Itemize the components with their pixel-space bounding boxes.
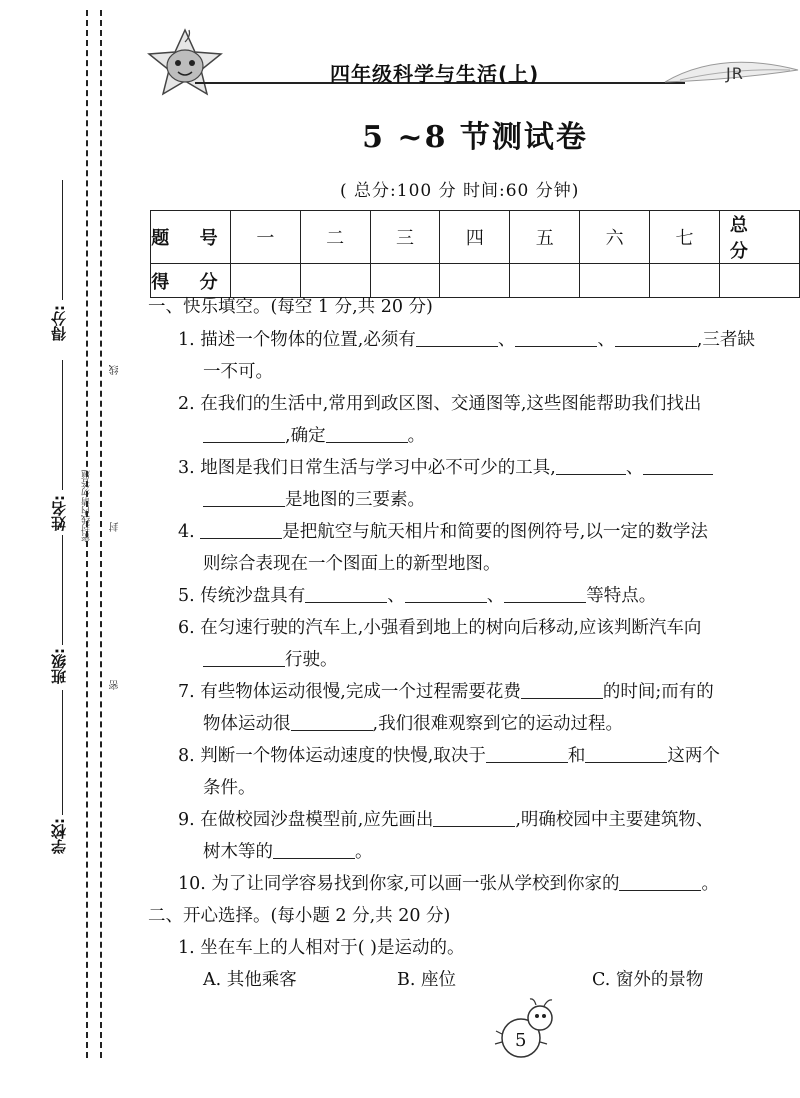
class-field-label: 班级:: [50, 648, 68, 684]
choice-option-c[interactable]: C. 窗外的景物: [592, 970, 704, 990]
name-field-line[interactable]: [62, 360, 63, 490]
school-field-line[interactable]: [62, 690, 63, 815]
question-text: 8. 判断一个物体运动速度的快慢,取决于: [178, 746, 486, 766]
choice-question-1: 1. 坐在车上的人相对于( )是运动的。: [178, 938, 465, 958]
question-8: [178, 742, 720, 767]
question-8-cont: 条件。: [203, 778, 256, 798]
answer-blank[interactable]: [203, 649, 285, 668]
answer-blank[interactable]: [619, 873, 701, 892]
section-2-title: 二、开心选择。: [148, 906, 271, 926]
answer-blank[interactable]: [585, 745, 667, 764]
question-text: 行驶。: [285, 650, 338, 670]
score-field-line[interactable]: [62, 180, 63, 300]
question-3: [178, 454, 713, 479]
question-4-cont: 则综合表现在一个图面上的新型地图。: [203, 554, 501, 574]
question-1-cont: 一不可。: [203, 362, 273, 382]
column-2: 二: [300, 211, 370, 264]
question-text: 、: [625, 458, 644, 478]
question-text: 和: [567, 746, 586, 766]
question-text: 4.: [178, 522, 201, 542]
score-row-label: 得 分: [151, 264, 231, 298]
question-text: 这两个: [667, 746, 720, 766]
score-table: [150, 210, 800, 298]
class-field-line[interactable]: [62, 535, 63, 645]
choice-option-b[interactable]: B. 座位: [397, 970, 456, 990]
star-mascot-icon: [145, 28, 225, 98]
answer-blank[interactable]: [305, 585, 387, 604]
question-text: 1. 描述一个物体的位置,必须有: [178, 330, 416, 350]
binding-dashed-line-inner: [100, 10, 102, 1058]
score-cell[interactable]: [580, 264, 650, 298]
score-field-label: 得分:: [50, 305, 68, 341]
column-6: 六: [580, 211, 650, 264]
question-text: 等特点。: [586, 586, 657, 606]
column-3: 三: [370, 211, 440, 264]
question-text: 10. 为了让同学容易找到你家,可以画一张从学校到你家的: [178, 874, 620, 894]
question-text: 、: [597, 330, 615, 350]
question-6: 6. 在匀速行驶的汽车上,小强看到地上的树向后移动,应该判断汽车向: [178, 618, 702, 638]
question-text: 、: [486, 586, 505, 606]
question-7-cont: [203, 710, 623, 735]
seal-char-line: 线: [110, 365, 121, 375]
question-2: 2. 在我们的生活中,常用到政区图、交通图等,这些图能帮助我们找出: [178, 394, 702, 414]
question-9-cont: [203, 838, 373, 863]
question-text: 、: [387, 586, 405, 606]
name-field-label: 姓名:: [50, 495, 68, 531]
score-table-header-row: [151, 211, 800, 264]
question-2-cont: [203, 422, 425, 447]
answer-blank[interactable]: [486, 745, 568, 764]
answer-blank[interactable]: [200, 521, 282, 540]
answer-blank[interactable]: [405, 585, 487, 604]
answer-blank[interactable]: [521, 681, 603, 700]
question-text: 。: [407, 426, 426, 446]
seal-char-mi: 密: [110, 680, 121, 690]
answer-blank[interactable]: [273, 841, 355, 860]
score-cell[interactable]: [650, 264, 720, 298]
question-7: [178, 678, 714, 703]
answer-blank[interactable]: [203, 425, 285, 444]
column-5: 五: [510, 211, 580, 264]
choice-option-a[interactable]: A. 其他乘客: [203, 970, 297, 990]
answer-blank[interactable]: [416, 329, 498, 348]
question-9: [178, 806, 713, 831]
answer-blank[interactable]: [504, 585, 586, 604]
school-field-label: 学校:: [50, 818, 68, 854]
question-text: 物体运动很: [203, 714, 291, 734]
section-2-heading: [148, 902, 450, 927]
column-7: 七: [650, 211, 720, 264]
question-text: ,三者缺: [696, 330, 755, 350]
question-text: 。: [355, 842, 373, 862]
question-text: 、: [497, 330, 516, 350]
answer-blank[interactable]: [326, 425, 408, 444]
seal-char-feng: 封: [110, 522, 121, 532]
question-text: 是把航空与航天相片和简要的图例符号,以一定的数学法: [282, 522, 708, 542]
question-10: [178, 870, 719, 895]
question-5: [178, 582, 656, 607]
question-text: 9. 在做校园沙盘模型前,应先画出: [178, 810, 434, 830]
question-text: ,明确校园中主要建筑物、: [515, 810, 714, 830]
question-text: ,确定: [285, 426, 326, 446]
test-title: 5 ~8 节测试卷: [362, 120, 588, 155]
answer-blank[interactable]: [515, 329, 597, 348]
column-4: 四: [440, 211, 510, 264]
answer-blank[interactable]: [203, 489, 285, 508]
score-cell[interactable]: [440, 264, 510, 298]
question-text: 7. 有些物体运动很慢,完成一个过程需要花费: [178, 682, 521, 702]
question-text: ,我们很难观察到它的运动过程。: [372, 714, 624, 734]
score-cell[interactable]: [510, 264, 580, 298]
section-1-heading: [148, 293, 433, 318]
answer-blank[interactable]: [643, 457, 713, 476]
publisher-mark: JR: [726, 64, 744, 83]
question-text: 是地图的三要素。: [285, 490, 425, 510]
question-number-label: 题 号: [151, 211, 231, 264]
question-text: 5. 传统沙盘具有: [178, 586, 306, 606]
question-text: 。: [701, 874, 719, 894]
question-1: [178, 326, 755, 351]
book-title: 四年级科学与生活(上): [330, 62, 540, 86]
question-3-cont: [203, 486, 425, 511]
answer-blank[interactable]: [556, 457, 626, 476]
test-subtitle: ( 总分:100 分 时间:60 分钟): [340, 181, 580, 201]
answer-blank[interactable]: [433, 809, 515, 828]
seal-note: 密封线内请勿答题: [82, 470, 92, 542]
section-2-note: (每小题 2 分,共 20 分): [270, 906, 451, 926]
score-cell-total[interactable]: [719, 264, 799, 298]
answer-blank[interactable]: [615, 329, 697, 348]
column-1: 一: [230, 211, 300, 264]
section-1-note: (每空 1 分,共 20 分): [270, 297, 433, 317]
question-6-cont: [203, 646, 338, 671]
question-text: 树木等的: [203, 842, 273, 862]
question-text: 3. 地图是我们日常生活与学习中必不可少的工具,: [178, 458, 556, 478]
question-4: [178, 518, 708, 543]
page-number: 5: [515, 1030, 527, 1051]
section-1-title: 一、快乐填空。: [148, 297, 271, 317]
ladybug-page-icon: [488, 996, 568, 1062]
answer-blank[interactable]: [291, 713, 373, 732]
question-text: 的时间;而有的: [602, 682, 714, 702]
total-score-label: 总 分: [719, 211, 799, 264]
